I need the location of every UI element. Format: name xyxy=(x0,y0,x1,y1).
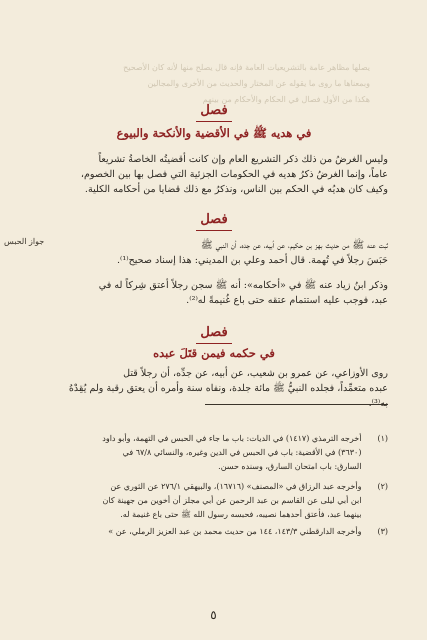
text-line: عبد، فوجب عليه استتمام عتقه حتى باع غُنيمةً له⁽²⁾. xyxy=(186,295,388,306)
paragraph xyxy=(40,278,388,308)
heading-underline xyxy=(196,230,232,231)
footnote-text: وأخرجه عبد الرزاق في «المصنف» (١٦٧١٦)، والبيهقي ٢٧٦/١ عن الثوري عن xyxy=(110,482,362,491)
footnote-text: ابن أبي ليلى عن القاسم بن عبد الرحمن عن أبي مجلز أن أخوين من جهينة كان xyxy=(102,496,362,505)
paragraph xyxy=(40,152,388,197)
footnote-text: بينهما عبد، فأعتق أحدهما نصيبه، فحبسه رسول الله ﷺ حتى باع غنيمة له. xyxy=(120,510,362,519)
footnote-text: السارق: باب امتحان السارق، وسنده حسن. xyxy=(218,462,362,471)
footnote-text: (٣٦٣٠) في الأقضية: باب في الحبس في الدين وغيره، والنسائي ٦٧/٨ في xyxy=(122,448,362,457)
text-line: عبده متعمِّداً، فجلده النبيُّ ﷺ مائة جلدة، ونفاه سنة وأمره أن يعتق رقبة ولم يُقِدْهُ xyxy=(68,383,388,394)
text-line: وذكر ابنُ زياد عنه ﷺ في «أحكامه»: أنه ﷺ سجن رجلاً أعتق شِركاً له في xyxy=(98,280,388,291)
text-line: عاماً، وإنما الغرضُ ذكرُ هديه في الحكومات الجزئية التي فصل بها بين الخصوم، xyxy=(80,169,388,180)
section-heading: فصل xyxy=(200,325,228,340)
bleed-through-line: يصلها مظاهر عامة بالتشريعيات العامة فإنه قال يصلح منها لأنه كان الأصحيح xyxy=(123,63,370,72)
text-line: ثبت عنه ﷺ من حديث بهز بن حكيم، عن أبيه، عن جده، أن النبي ﷺ xyxy=(201,240,388,251)
footnote-line xyxy=(40,494,388,507)
text-line: وليس الغرضُ من ذلك ذكر التشريع العام وإن كانت أقضيتُه الخاصةُ تشريعاً xyxy=(98,154,388,165)
footnote-text: أخرجه الترمذي (١٤١٧) في الديات: باب ما جاء في الحبس في التهمة، وأبو داود xyxy=(102,434,362,443)
footnote-line xyxy=(40,508,388,521)
margin-note: جواز الحبس xyxy=(4,237,45,246)
section-subheading: في هديه ﷺ في الأقضية والأنكحة والبيوع xyxy=(116,126,312,140)
footnote-text: وأخرجه الدارقطني ١٤٣/٣، ١٤٤ من حديث محمد بن عبد العزيز الرملي، عن » xyxy=(108,527,362,536)
page-number: ٥ xyxy=(210,608,217,622)
text-line: وكيف كان هديُه في الحكم بين الناس، ونذكرُ مع ذلك قضايا من أحكامه الكلية. xyxy=(84,184,388,195)
footnote-separator xyxy=(205,404,388,405)
bleed-through-line: هكذا من الأول فصال في الحكام والأحكام من بينهم xyxy=(202,95,370,104)
footnote-line xyxy=(40,446,388,459)
heading-underline xyxy=(196,343,232,344)
footnote-line xyxy=(40,480,388,493)
footnote-number: (٣) xyxy=(377,527,388,536)
text-line: حَبَسَ رجلاً في تُهمة. قال أحمد وعلي بن المديني: هذا إسناد صحيح⁽¹⁾. xyxy=(116,255,388,266)
section-heading: فصل xyxy=(200,212,228,227)
footnote-line xyxy=(40,432,388,445)
footnote-line xyxy=(40,460,388,473)
footnote-number: (٢) xyxy=(377,482,388,491)
bleed-through-line: وبمعناها ما روى ما يقوله عن المختار والحديث من الأخرى والمجالين xyxy=(147,79,370,88)
heading-underline xyxy=(196,121,232,122)
footnote-line xyxy=(40,525,388,538)
footnote-number: (١) xyxy=(377,434,388,443)
section-subheading: في حكمه فيمن قتَلَ عبده xyxy=(153,346,275,360)
paragraph xyxy=(40,238,388,268)
text-line: روى الأوزاعي، عن عمرو بن شعيب، عن أبيه، عن جدِّه، أن رجلاً قتل xyxy=(123,368,388,379)
section-heading: فصل xyxy=(200,103,228,118)
